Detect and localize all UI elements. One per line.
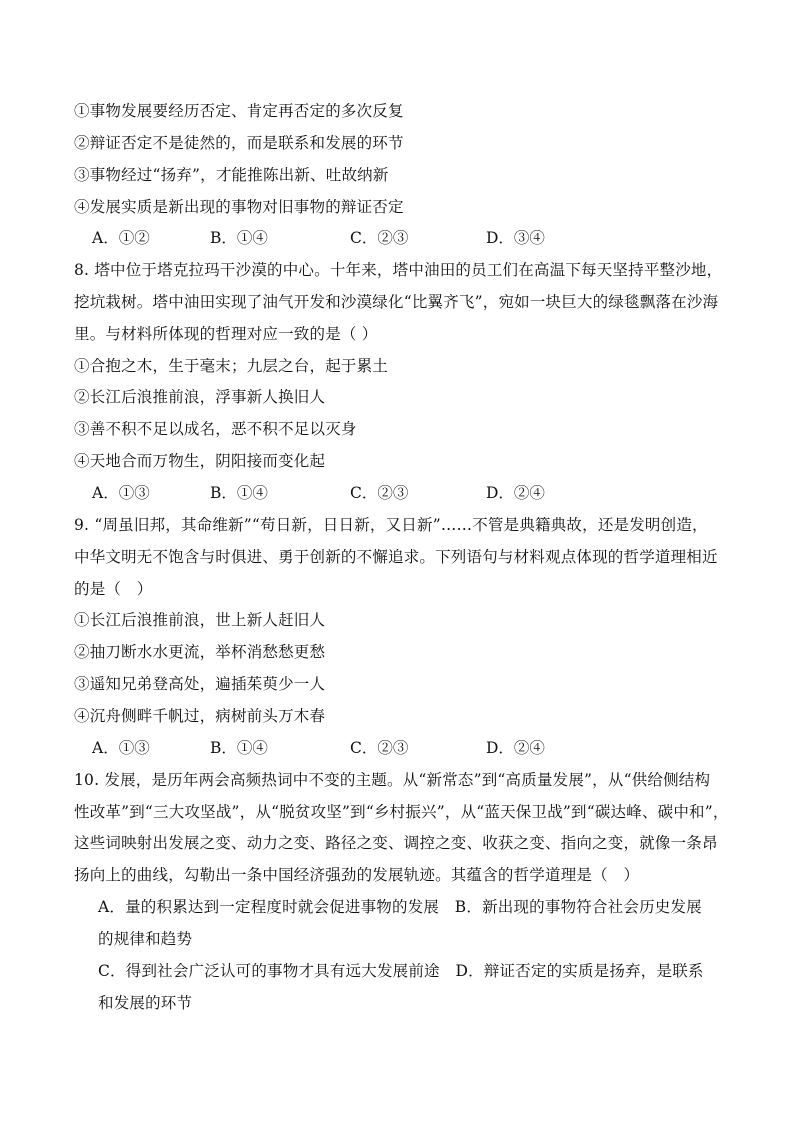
q9-option-d[interactable]: D．②④: [486, 739, 545, 757]
q7-statement-1: ①事物发展要经历否定、肯定再否定的多次反复: [74, 102, 404, 120]
q8-statement-1: ①合抱之木，生于毫末；九层之台，起于累土: [74, 357, 389, 375]
q8-option-c[interactable]: C．②③: [350, 484, 409, 502]
q7-option-d[interactable]: D．③④: [486, 229, 545, 247]
q9-statement-1: ①长江后浪推前浪，世上新人赶旧人: [74, 611, 326, 629]
q10-options-line-2: 的规律和趋势: [98, 930, 193, 948]
q7-option-b[interactable]: B．①④: [210, 229, 268, 247]
q7-option-c[interactable]: C．②③: [350, 229, 409, 247]
q8-option-b[interactable]: B．①④: [210, 484, 268, 502]
q10-stem-line-3: 这些词映射出发展之变、动力之变、路径之变、调控之变、收获之变、指向之变，就像一条昂: [74, 834, 718, 852]
q10-options-line-4: 和发展的环节: [98, 994, 193, 1012]
q9-statement-3: ③遥知兄弟登高处，遍插茱萸少一人: [74, 675, 326, 693]
q9-stem-line-3: 的是（ ）: [74, 580, 153, 598]
q9-option-c[interactable]: C．②③: [350, 739, 409, 757]
q8-statement-2: ②长江后浪推前浪，浮事新人换旧人: [74, 388, 326, 406]
q9-stem-line-1: 9. “周虽旧邦，其命维新”“苟日新，日日新，又日新”……不管是典籍典故，还是发明创造，: [74, 516, 708, 534]
q8-option-a[interactable]: A．①③: [92, 484, 150, 502]
q7-statement-2: ②辩证否定不是徒然的，而是联系和发展的环节: [74, 134, 404, 152]
q10-stem-line-1: 10. 发展，是历年两会高频热词中不变的主题。从“新常态”到“高质量发展”，从“供给侧结构: [74, 771, 711, 789]
q10-options-line-3[interactable]: C．得到社会广泛认可的事物才具有远大发展前途 D．辩证否定的实质是扬弃，是联系: [98, 962, 704, 980]
q8-statement-3: ③善不积不足以成名，恶不积不足以灭身: [74, 420, 357, 438]
q8-stem-line-3: 里。与材料所体现的哲理对应一致的是（ ）: [74, 325, 378, 343]
q7-option-a[interactable]: A．①②: [92, 229, 150, 247]
q8-statement-4: ④天地合而万物生，阴阳接而变化起: [74, 452, 326, 470]
q7-statement-3: ③事物经过“扬弃”，才能推陈出新、吐故纳新: [74, 166, 389, 184]
q8-stem-line-1: 8. 塔中位于塔克拉玛干沙漠的中心。十年来，塔中油田的员工们在高温下每天坚持平整沙地，: [74, 261, 723, 279]
q9-option-b[interactable]: B．①④: [210, 739, 268, 757]
q9-statement-2: ②抽刀断水水更流，举杯消愁愁更愁: [74, 643, 326, 661]
q9-statement-4: ④沉舟侧畔千帆过，病树前头万木春: [74, 707, 326, 725]
q10-stem-line-4: 扬向上的曲线，勾勒出一条中国经济强劲的发展轨迹。其蕴含的哲学道理是（ ）: [74, 866, 640, 884]
q10-stem-line-2: 性改革”到“三大攻坚战”，从“脱贫攻坚”到“乡村振兴”，从“蓝天保卫战”到“碳达峰、碳中和”，: [74, 803, 729, 821]
q10-options-line-1[interactable]: A．量的积累达到一定程度时就会促进事物的发展 B．新出现的事物符合社会历史发展: [98, 898, 702, 916]
q9-stem-line-2: 中华文明无不饱含与时俱进、勇于创新的不懈追求。下列语句与材料观点体现的哲学道理相近: [74, 548, 718, 566]
q9-option-a[interactable]: A．①③: [92, 739, 150, 757]
q8-option-d[interactable]: D．②④: [486, 484, 545, 502]
q8-stem-line-2: 挖坑栽树。塔中油田实现了油气开发和沙漠绿化“比翼齐飞”，宛如一块巨大的绿毯飘落在沙海: [74, 293, 719, 311]
q7-statement-4: ④发展实质是新出现的事物对旧事物的辩证否定: [74, 198, 404, 216]
